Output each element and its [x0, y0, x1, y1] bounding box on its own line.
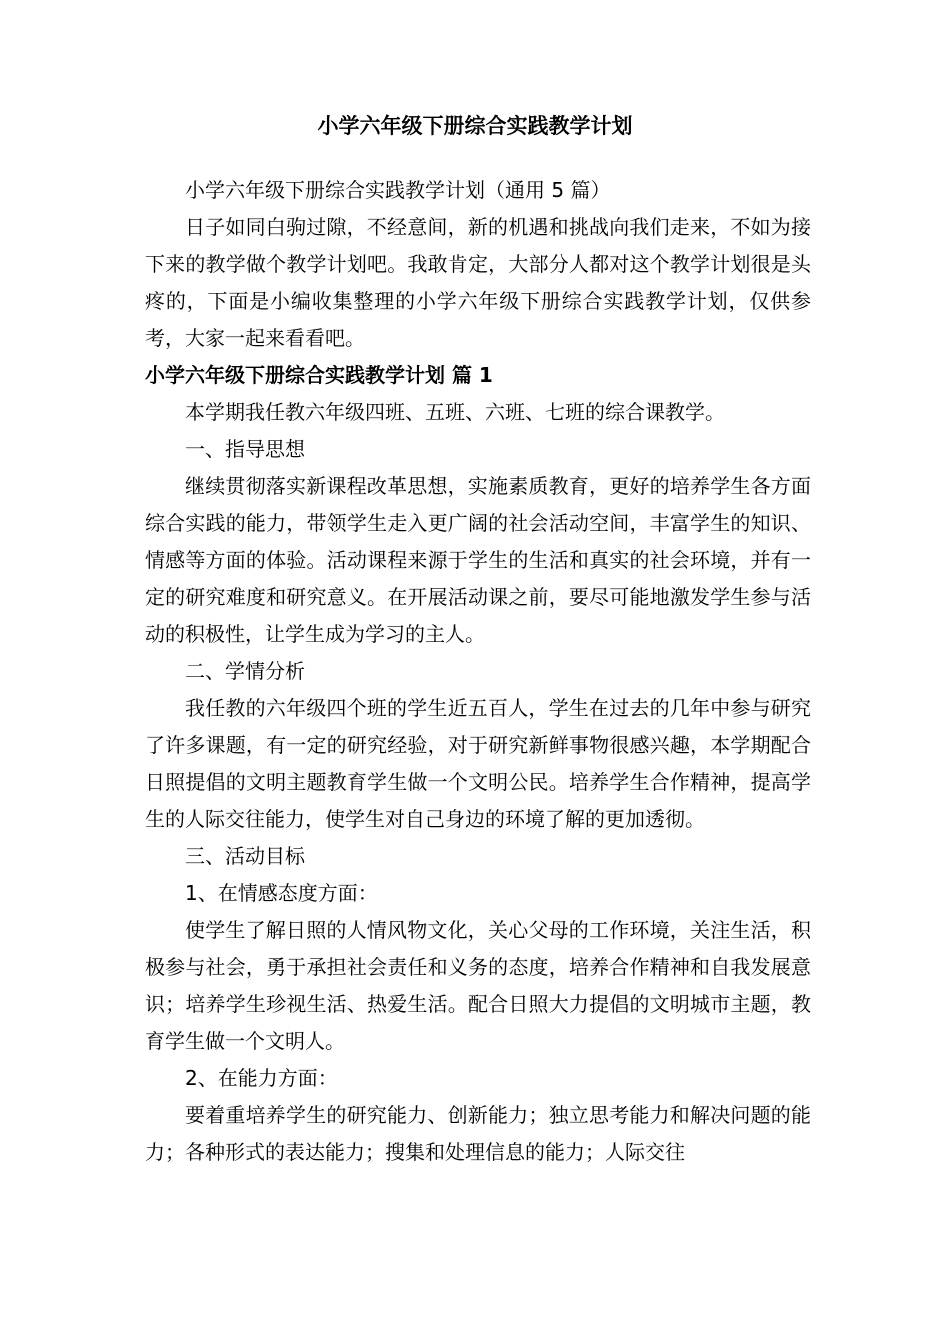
- body-paragraph: 1、在情感态度方面：: [185, 881, 378, 905]
- body-paragraph: 日子如同白驹过隙，不经意间，新的机遇和挑战向我们走来，不如为接下来的教学做个教学计划吧。我敢肯定，大部分人都对这个教学计划很是头疼的，下面是小编收集整理的小学六年级下册综合实践教学计划，仅供参考，大家一起来看看吧。: [145, 215, 811, 350]
- body-paragraph: 使学生了解日照的人情风物文化，关心父母的工作环境，关注生活，积极参与社会，勇于承担社会责任和义务的态度，培养合作精神和自我发展意识；培养学生珍视生活、热爱生活。配合日照大力提倡的文明城市主题，教育学生做一个文明人。: [145, 918, 811, 1053]
- body-paragraph: 2、在能力方面：: [185, 1066, 338, 1090]
- document-body: [145, 172, 811, 1171]
- section-heading: 小学六年级下册综合实践教学计划 篇 1: [145, 363, 493, 387]
- body-paragraph: 一、指导思想: [185, 437, 305, 461]
- body-paragraph: 二、学情分析: [185, 659, 305, 683]
- body-paragraph: 三、活动目标: [185, 844, 305, 868]
- document-title: 小学六年级下册综合实践教学计划: [317, 114, 633, 138]
- body-paragraph: 继续贯彻落实新课程改革思想，实施素质教育，更好的培养学生各方面综合实践的能力，带领学生走入更广阔的社会活动空间，丰富学生的知识、情感等方面的体验。活动课程来源于学生的生活和真实的社会环境，并有一定的研究难度和研究意义。在开展活动课之前，要尽可能地激发学生参与活动的积极性，让学生成为学习的主人。: [145, 474, 811, 646]
- body-paragraph: 要着重培养学生的研究能力、创新能力；独立思考能力和解决问题的能力；各种形式的表达能力；搜集和处理信息的能力；人际交往: [145, 1103, 811, 1164]
- body-paragraph: 我任教的六年级四个班的学生近五百人，学生在过去的几年中参与研究了许多课题，有一定的研究经验，对于研究新鲜事物很感兴趣，本学期配合日照提倡的文明主题教育学生做一个文明公民。培养学生合作精神，提高学生的人际交往能力，使学生对自己身边的环境了解的更加透彻。: [145, 696, 811, 831]
- body-paragraph: 小学六年级下册综合实践教学计划（通用 5 篇）: [185, 178, 611, 202]
- body-paragraph: 本学期我任教六年级四班、五班、六班、七班的综合课教学。: [185, 400, 725, 424]
